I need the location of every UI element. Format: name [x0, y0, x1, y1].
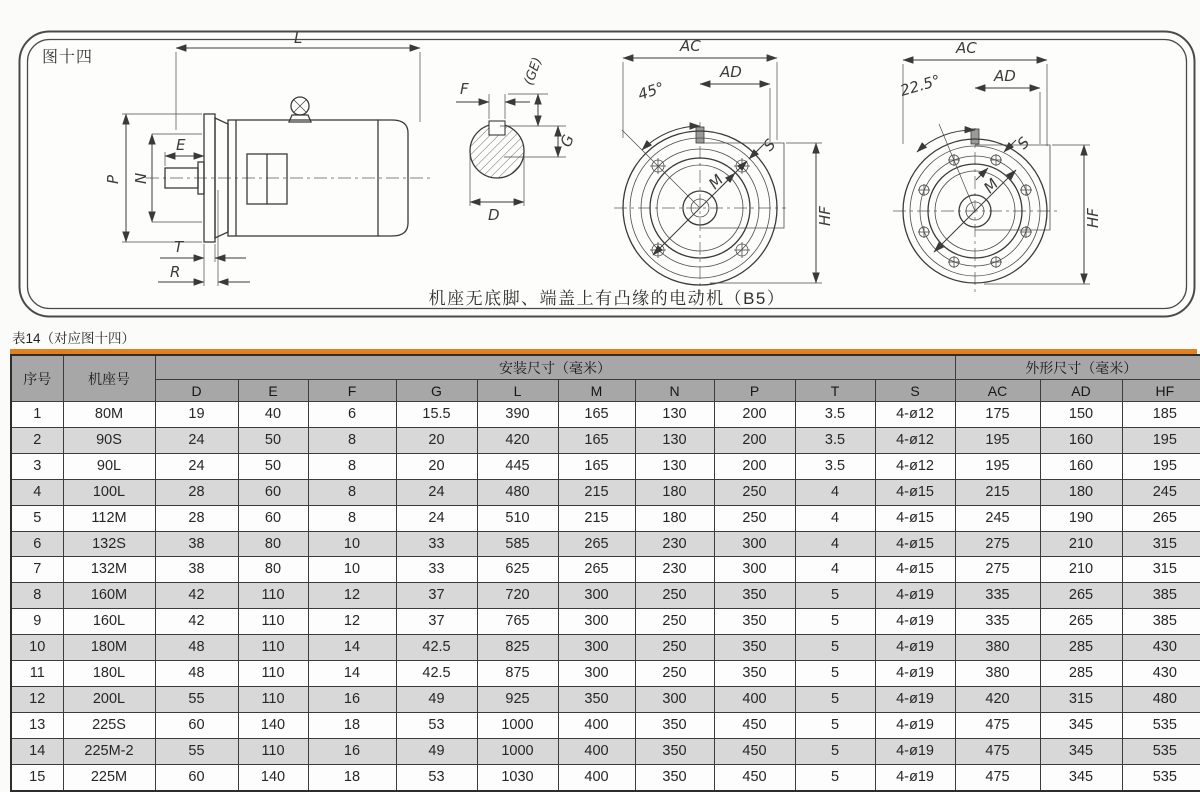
cell: 585 [477, 531, 558, 557]
cell: 195 [955, 453, 1040, 479]
cell: 5 [795, 661, 875, 687]
header-col-F: F [308, 380, 396, 402]
cell: 55 [155, 686, 238, 712]
cell: 8 [11, 583, 63, 609]
cell: 4-ø12 [875, 453, 955, 479]
cell: 5 [795, 712, 875, 738]
cell: 4-ø19 [875, 712, 955, 738]
cell: 24 [155, 453, 238, 479]
table-title: 表14（对应图十四） [12, 331, 136, 346]
cell: 200 [714, 427, 795, 453]
cell: 90L [63, 453, 155, 479]
header-col-S: S [875, 380, 955, 402]
cell: 110 [238, 738, 308, 764]
header-col-row [11, 380, 1200, 402]
cell: 8 [308, 427, 396, 453]
cell: 300 [558, 635, 635, 661]
cell: 60 [238, 479, 308, 505]
cell: 250 [635, 583, 714, 609]
cell: 245 [955, 505, 1040, 531]
cell: 90S [63, 427, 155, 453]
table-row [11, 764, 1200, 790]
header-col-T: T [795, 380, 875, 402]
cell: 42.5 [396, 635, 477, 661]
cell: 18 [308, 712, 396, 738]
cell: 12 [308, 609, 396, 635]
cell: 10 [308, 557, 396, 583]
cell: 265 [558, 557, 635, 583]
panel-border-outer [20, 32, 1195, 317]
cell: 110 [238, 583, 308, 609]
cell: 390 [477, 402, 558, 428]
cell: 300 [714, 531, 795, 557]
cell: 210 [1040, 531, 1122, 557]
cell: 100L [63, 479, 155, 505]
cell: 300 [558, 661, 635, 687]
cell: 4 [795, 531, 875, 557]
cell: 420 [477, 427, 558, 453]
cell: 165 [558, 402, 635, 428]
cell: 250 [635, 635, 714, 661]
cell: 1 [11, 402, 63, 428]
cell: 400 [558, 738, 635, 764]
cell: 160L [63, 609, 155, 635]
cell: 4 [795, 557, 875, 583]
cell: 475 [955, 738, 1040, 764]
figure-panel [18, 30, 1196, 318]
cell: 110 [238, 661, 308, 687]
cell: 225M [63, 764, 155, 790]
table-row [11, 557, 1200, 583]
cell: 350 [714, 635, 795, 661]
cell: 315 [1040, 686, 1122, 712]
cell: 15 [11, 764, 63, 790]
cell: 60 [155, 712, 238, 738]
cell: 28 [155, 479, 238, 505]
cell: 265 [1040, 583, 1122, 609]
cell: 42.5 [396, 661, 477, 687]
cell: 200L [63, 686, 155, 712]
cell: 40 [238, 402, 308, 428]
cell: 4 [795, 505, 875, 531]
cell: 16 [308, 686, 396, 712]
cell: 8 [308, 505, 396, 531]
cell: 4-ø15 [875, 505, 955, 531]
cell: 14 [308, 635, 396, 661]
cell: 12 [308, 583, 396, 609]
cell: 4-ø12 [875, 402, 955, 428]
cell: 350 [635, 764, 714, 790]
cell: 225S [63, 712, 155, 738]
cell: 38 [155, 557, 238, 583]
cell: 345 [1040, 738, 1122, 764]
table-row [11, 583, 1200, 609]
cell: 80 [238, 557, 308, 583]
cell: 4-ø19 [875, 764, 955, 790]
table-row [11, 427, 1200, 453]
cell: 215 [955, 479, 1040, 505]
cell: 185 [1122, 402, 1200, 428]
cell: 5 [795, 583, 875, 609]
cell: 4-ø19 [875, 738, 955, 764]
cell: 535 [1122, 712, 1200, 738]
cell: 1030 [477, 764, 558, 790]
dim-GE: (GE) [521, 55, 546, 88]
cell: 245 [1122, 479, 1200, 505]
cell: 450 [714, 738, 795, 764]
cell: 250 [714, 505, 795, 531]
header-col-L: L [477, 380, 558, 402]
cell: 14 [308, 661, 396, 687]
cell: 5 [795, 764, 875, 790]
header-col-N: N [635, 380, 714, 402]
cell: 130 [635, 427, 714, 453]
cell: 50 [238, 427, 308, 453]
cell: 300 [558, 583, 635, 609]
figure-number-label: 图十四 [42, 49, 94, 66]
cell: 112M [63, 505, 155, 531]
cell: 510 [477, 505, 558, 531]
cell: 80 [238, 531, 308, 557]
cell: 350 [558, 686, 635, 712]
cell: 48 [155, 635, 238, 661]
cell: 210 [1040, 557, 1122, 583]
cell: 15.5 [396, 402, 477, 428]
dim-S4: S [759, 135, 780, 155]
table-row [11, 686, 1200, 712]
cell: 380 [955, 661, 1040, 687]
dim-M8: M [980, 174, 1002, 197]
cell: 400 [558, 764, 635, 790]
cell: 385 [1122, 609, 1200, 635]
table-row [11, 738, 1200, 764]
cell: 265 [1040, 609, 1122, 635]
dim-AC4: AC [680, 37, 701, 55]
dim-D: D [488, 206, 500, 224]
cell: 4 [795, 479, 875, 505]
cell: 4-ø19 [875, 635, 955, 661]
dim-angle8: 22.5° [898, 71, 943, 100]
cell: 200 [714, 453, 795, 479]
cell: 380 [955, 635, 1040, 661]
cell: 160M [63, 583, 155, 609]
cell: 165 [558, 453, 635, 479]
cell: 215 [558, 479, 635, 505]
cell: 190 [1040, 505, 1122, 531]
cell: 475 [955, 764, 1040, 790]
cell: 24 [396, 505, 477, 531]
cell: 345 [1040, 712, 1122, 738]
header-col-HF: HF [1122, 380, 1200, 402]
cell: 335 [955, 583, 1040, 609]
cell: 4-ø15 [875, 557, 955, 583]
cell: 1000 [477, 738, 558, 764]
dim-T: T [174, 238, 184, 256]
cell: 5 [795, 738, 875, 764]
cell: 195 [955, 427, 1040, 453]
dim-R: R [170, 263, 181, 281]
cell: 160 [1040, 453, 1122, 479]
cell: 625 [477, 557, 558, 583]
header-col-M: M [558, 380, 635, 402]
cell: 825 [477, 635, 558, 661]
header-col-AD: AD [1040, 380, 1122, 402]
cell: 430 [1122, 635, 1200, 661]
cell: 33 [396, 531, 477, 557]
table-row [11, 479, 1200, 505]
cell: 3.5 [795, 453, 875, 479]
cell: 180 [1040, 479, 1122, 505]
dim-HF4: HF [816, 206, 834, 226]
cell: 180 [635, 479, 714, 505]
dim-L: L [294, 30, 303, 47]
dim-S8: S [1013, 133, 1034, 153]
cell: 4-ø12 [875, 427, 955, 453]
cell: 53 [396, 712, 477, 738]
cell: 1000 [477, 712, 558, 738]
dim-G: G [556, 132, 578, 150]
cell: 535 [1122, 738, 1200, 764]
cell: 4-ø15 [875, 531, 955, 557]
cell: 10 [308, 531, 396, 557]
header-col-G: G [396, 380, 477, 402]
cell: 720 [477, 583, 558, 609]
header-col-AC: AC [955, 380, 1040, 402]
cell: 315 [1122, 557, 1200, 583]
cell: 350 [714, 661, 795, 687]
cell: 132S [63, 531, 155, 557]
cell: 8 [308, 479, 396, 505]
cell: 130 [635, 453, 714, 479]
dim-AD4: AD [720, 63, 742, 81]
cell: 275 [955, 557, 1040, 583]
dim-M4: M [705, 170, 727, 193]
cell: 230 [635, 531, 714, 557]
cell: 37 [396, 609, 477, 635]
cell: 175 [955, 402, 1040, 428]
table-row [11, 453, 1200, 479]
cell: 450 [714, 764, 795, 790]
table-row [11, 505, 1200, 531]
cell: 385 [1122, 583, 1200, 609]
cell: 42 [155, 583, 238, 609]
cell: 110 [238, 609, 308, 635]
cell: 38 [155, 531, 238, 557]
dim-HF8: HF [1084, 208, 1102, 228]
cell: 285 [1040, 635, 1122, 661]
cell: 335 [955, 609, 1040, 635]
header-col-E: E [238, 380, 308, 402]
cell: 16 [308, 738, 396, 764]
cell: 110 [238, 686, 308, 712]
cell: 250 [714, 479, 795, 505]
cell: 430 [1122, 661, 1200, 687]
cell: 60 [155, 764, 238, 790]
cell: 132M [63, 557, 155, 583]
cell: 24 [155, 427, 238, 453]
cell: 48 [155, 661, 238, 687]
cell: 215 [558, 505, 635, 531]
cell: 33 [396, 557, 477, 583]
table-body [11, 402, 1200, 791]
cell: 230 [635, 557, 714, 583]
cell: 350 [635, 712, 714, 738]
cell: 24 [396, 479, 477, 505]
cell: 37 [396, 583, 477, 609]
dim-AC8: AC [956, 39, 977, 57]
dim-E: E [176, 136, 186, 154]
cell: 7 [11, 557, 63, 583]
cell: 50 [238, 453, 308, 479]
cell: 3.5 [795, 427, 875, 453]
cell: 140 [238, 712, 308, 738]
table-row [11, 712, 1200, 738]
cell: 130 [635, 402, 714, 428]
cell: 3 [11, 453, 63, 479]
cell: 4-ø19 [875, 583, 955, 609]
cell: 3.5 [795, 402, 875, 428]
cell: 4-ø15 [875, 479, 955, 505]
cell: 400 [714, 686, 795, 712]
cell: 14 [11, 738, 63, 764]
table-row [11, 635, 1200, 661]
header-frame: 机座号 [63, 355, 155, 402]
cell: 110 [238, 635, 308, 661]
cell: 450 [714, 712, 795, 738]
cell: 480 [1122, 686, 1200, 712]
table-row [11, 609, 1200, 635]
cell: 2 [11, 427, 63, 453]
cell: 345 [1040, 764, 1122, 790]
cell: 350 [714, 609, 795, 635]
cell: 300 [635, 686, 714, 712]
cell: 250 [635, 609, 714, 635]
cell: 60 [238, 505, 308, 531]
cell: 11 [11, 661, 63, 687]
dim-AD8: AD [994, 67, 1016, 85]
cell: 875 [477, 661, 558, 687]
cell: 19 [155, 402, 238, 428]
cell: 6 [11, 531, 63, 557]
cell: 265 [558, 531, 635, 557]
cell: 10 [11, 635, 63, 661]
cell: 180 [635, 505, 714, 531]
cell: 42 [155, 609, 238, 635]
cell: 4-ø19 [875, 686, 955, 712]
cell: 4-ø19 [875, 661, 955, 687]
cell: 8 [308, 453, 396, 479]
cell: 12 [11, 686, 63, 712]
cell: 765 [477, 609, 558, 635]
figure-caption: 机座无底脚、端盖上有凸缘的电动机（B5） [428, 289, 786, 308]
cell: 195 [1122, 453, 1200, 479]
cell: 350 [635, 738, 714, 764]
cell: 925 [477, 686, 558, 712]
cell: 49 [396, 738, 477, 764]
cell: 480 [477, 479, 558, 505]
dim-F: F [460, 80, 469, 98]
cell: 475 [955, 712, 1040, 738]
cell: 20 [396, 453, 477, 479]
cell: 535 [1122, 764, 1200, 790]
header-col-P: P [714, 380, 795, 402]
cell: 140 [238, 764, 308, 790]
cell: 53 [396, 764, 477, 790]
cell: 49 [396, 686, 477, 712]
cell: 13 [11, 712, 63, 738]
cell: 285 [1040, 661, 1122, 687]
header-col-D: D [155, 380, 238, 402]
cell: 195 [1122, 427, 1200, 453]
cell: 300 [558, 609, 635, 635]
table-row [11, 402, 1200, 428]
cell: 265 [1122, 505, 1200, 531]
cell: 20 [396, 427, 477, 453]
header-outline-group: 外形尺寸（毫米） [955, 355, 1200, 380]
cell: 55 [155, 738, 238, 764]
cell: 80M [63, 402, 155, 428]
cell: 275 [955, 531, 1040, 557]
cell: 150 [1040, 402, 1122, 428]
cell: 5 [795, 686, 875, 712]
header-group-row [11, 355, 1200, 380]
cell: 300 [714, 557, 795, 583]
dimension-table [10, 354, 1200, 792]
cell: 200 [714, 402, 795, 428]
cell: 4 [11, 479, 63, 505]
cell: 9 [11, 609, 63, 635]
cell: 5 [795, 635, 875, 661]
cell: 18 [308, 764, 396, 790]
table-row [11, 661, 1200, 687]
header-index: 序号 [11, 355, 63, 402]
cell: 4-ø19 [875, 609, 955, 635]
cell: 250 [635, 661, 714, 687]
table-row [11, 531, 1200, 557]
cell: 180L [63, 661, 155, 687]
dim-N: N [132, 172, 150, 184]
cell: 350 [714, 583, 795, 609]
cell: 160 [1040, 427, 1122, 453]
cell: 180M [63, 635, 155, 661]
header-install-group: 安装尺寸（毫米） [155, 355, 955, 380]
cell: 5 [11, 505, 63, 531]
cell: 6 [308, 402, 396, 428]
cell: 28 [155, 505, 238, 531]
cell: 225M-2 [63, 738, 155, 764]
cell: 315 [1122, 531, 1200, 557]
dim-angle4: 45° [635, 78, 667, 104]
cell: 5 [795, 609, 875, 635]
cell: 445 [477, 453, 558, 479]
engineering-drawing [18, 30, 1196, 318]
cell: 165 [558, 427, 635, 453]
cell: 400 [558, 712, 635, 738]
dim-P: P [104, 174, 122, 184]
cell: 420 [955, 686, 1040, 712]
